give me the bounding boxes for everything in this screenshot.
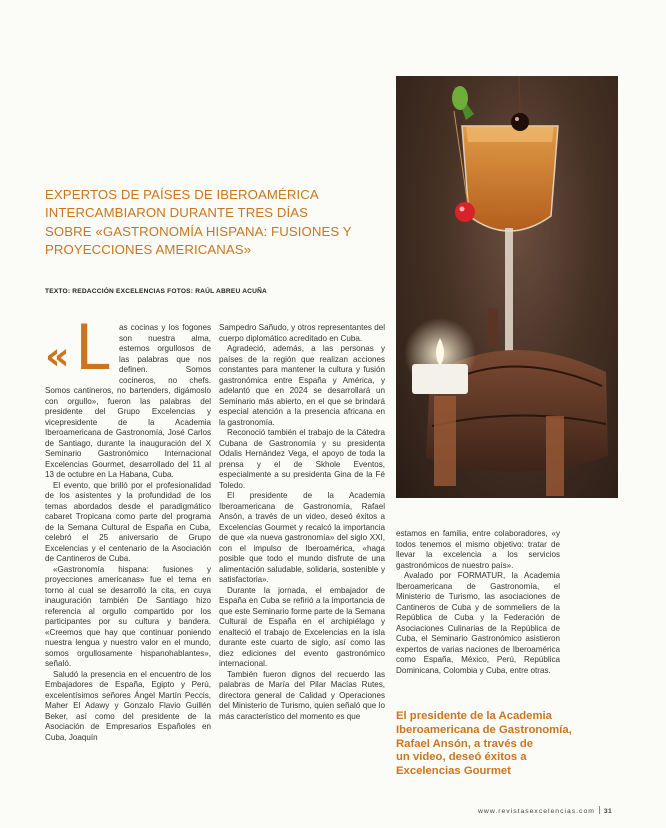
pull-quote-line: El presidente de la Academia bbox=[396, 710, 552, 722]
page-footer bbox=[478, 806, 612, 815]
body-paragraph: El evento, que brilló por el profesionalidad de los asistentes y la profundidad de los temas abordados desde el paradigmático cabaret Tropicana como parte del programa de la Semana Cultural de España en Cuba, celebró el 25 aniversario de Grupo Excelencias y el centenario de la Asociación de Cantineros de Cuba. bbox=[45, 480, 211, 563]
drop-cap bbox=[45, 311, 117, 384]
lead-paragraph bbox=[45, 311, 211, 481]
headline-line: INTERCAMBIARON DURANTE TRES DÍAS bbox=[45, 205, 309, 221]
drop-cap-letter: L bbox=[75, 311, 110, 384]
pull-quote-line: un video, deseó éxitos a bbox=[396, 751, 527, 764]
headline-line: PROYECCIONES AMERICANAS» bbox=[45, 242, 252, 258]
drop-cap-quote: « bbox=[45, 334, 70, 378]
body-paragraph: Sampedro Sañudo, y otros representantes del cuerpo diplomático acreditado en Cuba. bbox=[219, 323, 385, 343]
body-paragraph: Avalado por FORMATUR, la Academia Iberoamericana de Gastronomía, el Ministerio de Turismo, las asociaciones de Cantineros de Cuba y de sommeliers de la República de Cuba y la Federación de Asociaciones Culinarias de la República de Cuba, el Seminario Gastronómico asistieron expertos de varias naciones de Iberoamérica como España, México, Perú, República Dominicana, Colombia y Cuba, entre otras. bbox=[396, 571, 560, 675]
pull-quote bbox=[396, 710, 596, 779]
body-paragraph: Reconoció también el trabajo de la Cátedra Cubana de Gastronomía y su presidenta Odalis Hernández Vega, el apoyo de toda la prensa y el de Skhole Eventos, especialmente a su presidenta Gina de la Fé Toledo. bbox=[219, 428, 385, 490]
text-column-1 bbox=[45, 311, 211, 743]
body-paragraph: Agradeció, además, a las personas y países de la región que realizan acciones constantes para mantener la cultura y fusión gastronómica entre España y América, y adelantó que en 2024 se desarrollará un Seminario más abierto, en el que se brindará especial atención a la presencia africana en la gastronomía. bbox=[219, 344, 385, 427]
article-credits: TEXTO: REDACCIÓN EXCELENCIAS FOTOS: RAÚL ABREU ACUÑA bbox=[45, 288, 268, 295]
pull-quote-line: Iberoamericana de Gastronomía, bbox=[396, 723, 572, 736]
cocktail-photo bbox=[396, 76, 618, 498]
body-paragraph: «Gastronomía hispana: fusiones y proyecciones americanas» fue el tema en torno al cual se desarrolló la cita, en cuya inauguración también De Santiago hizo referencia al orgullo compartido por los participantes por su cultura y bandera. «Creemos que hay que continuar poniendo nuestra lengua y nuestro valor en el mundo, somos orgullosamente hispanohablantes», señaló. bbox=[45, 564, 211, 668]
body-paragraph: Saludó la presencia en el encuentro de los Embajadores de España, Egipto y Perú, excelentísimos señores Ángel Martín Peccis, Maher El Adawy y Gonzalo Flavio Guillén Beker, así como del presidente de la Asociación de Empresarios Españoles en Cuba, Joaquín bbox=[45, 669, 211, 742]
lead-text: as cocinas y los fogones son nuestra alma, estemos orgullosos de las palabras que nos definen. Somos cocineros, no chefs. Somos cantineros, no bartenders, digámoslo con orgullo», fueron las palabras del presidente del Grupo Excelencias y vicepresidente de la Academia Iberoamericana de Gastronomía, José Carlos de Santiago, durante la inauguración del X Seminario Gastronómico Internacional Excelencias Gourmet, desarrollado del 11 al 13 de octubre en La Habana, Cuba. bbox=[45, 323, 211, 479]
footer-url: www.revistasexcelencias.com bbox=[478, 808, 595, 815]
headline-line: SOBRE «GASTRONOMÍA HISPANA: FUSIONES Y bbox=[45, 223, 352, 239]
body-paragraph: El presidente de la Academia Iberoamericana de Gastronomía, Rafael Ansón, a través de un video, deseó éxitos a Excelencias Gourmet y recalcó la importancia de que «la nueva gastronomía» del siglo XXI, con el impulso de Iberoamérica, «haga posible que todo el mundo disfrute de una alimentación saludable, solidaria, sostenible y satisfactoria». bbox=[219, 491, 385, 584]
footer-divider bbox=[599, 806, 600, 814]
pull-quote-line: Rafael Ansón, a través de bbox=[396, 737, 534, 750]
headline-line: EXPERTOS DE PAÍSES DE IBEROAMÉRICA bbox=[45, 187, 319, 202]
pull-quote-line: Excelencias Gourmet bbox=[396, 765, 511, 778]
text-column-3 bbox=[396, 529, 560, 676]
body-paragraph: Durante la jornada, el embajador de España en Cuba se refirió a la importancia de que este Seminario forme parte de la Semana Cultural de España en el archipiélago y enalteció el trabajo de Excelencias en la isla durante este cuarto de siglo, así como las diez ediciones del evento gastronómico internacional. bbox=[219, 585, 385, 668]
body-paragraph: También fueron dignos del recuerdo las palabras de María del Pilar Macías Rutes, directora general de Calidad y Operaciones del Ministerio de Turismo, quien señaló que lo más característico del momento es que bbox=[219, 669, 385, 721]
page-number: 31 bbox=[603, 808, 613, 815]
cocktail-illustration bbox=[396, 76, 618, 498]
article-headline bbox=[45, 186, 375, 260]
body-paragraph: estamos en familia, entre colaboradores, «y todos tenemos el mismo objetivo: tratar de llevar la excelencia a los servicios gastronómicos de nuestro país». bbox=[396, 529, 560, 570]
text-column-2 bbox=[219, 323, 385, 722]
